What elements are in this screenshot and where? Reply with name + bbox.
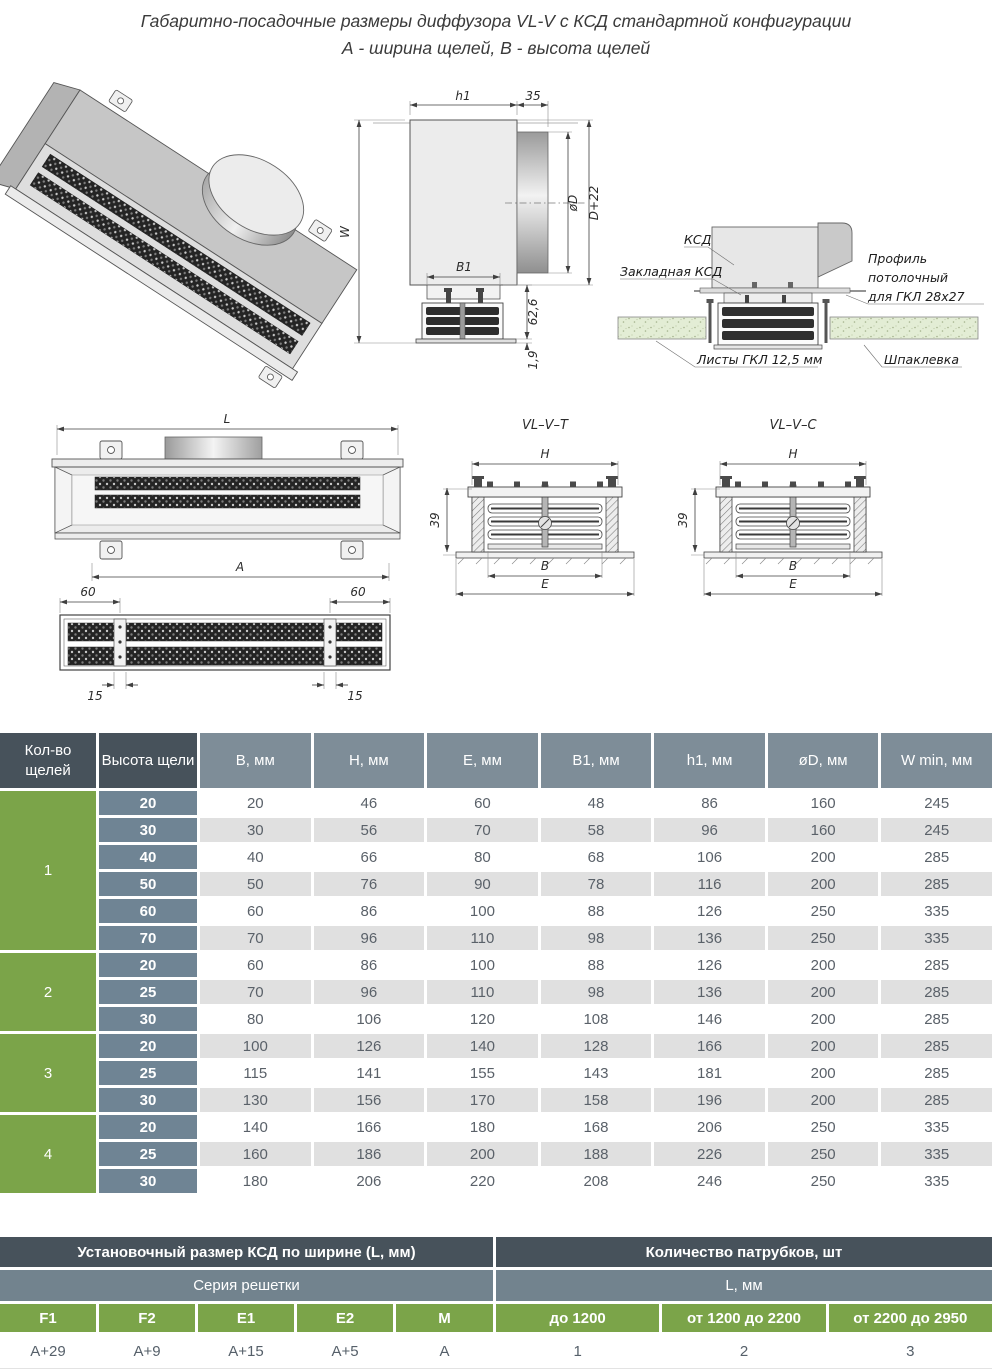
dimension-cell: 250 <box>768 926 879 950</box>
label-profil-3: для ГКЛ 28х27 <box>868 289 965 304</box>
dimension-cell: 226 <box>654 1142 765 1166</box>
dim-label-15-left: 15 <box>87 689 103 703</box>
dimension-cell: 68 <box>541 845 652 869</box>
series-column-header: M <box>396 1304 493 1332</box>
dimension-cell: 285 <box>881 845 992 869</box>
column-header: W min, мм <box>881 733 992 788</box>
column-header: h1, мм <box>654 733 765 788</box>
dimension-cell: 96 <box>314 926 425 950</box>
dimension-cell: 285 <box>881 1061 992 1085</box>
series-column-header: F1 <box>0 1304 96 1332</box>
dimension-cell: 186 <box>314 1142 425 1166</box>
install-size-header: Установочный размер КСД по ширине (L, мм) <box>0 1237 493 1267</box>
dim-label-A: A <box>235 560 245 574</box>
dim-label-h1: h1 <box>455 89 471 103</box>
dimension-cell: 60 <box>200 899 311 923</box>
series-column-header: F2 <box>99 1304 195 1332</box>
dimension-cell: 208 <box>541 1169 652 1193</box>
column-header: H, мм <box>314 733 425 788</box>
dimension-cell: 156 <box>314 1088 425 1112</box>
dimension-cell: 58 <box>541 818 652 842</box>
installation-table <box>0 1237 992 1369</box>
slot-count-cell: 2 <box>0 953 96 1031</box>
dimension-cell: 245 <box>881 818 992 842</box>
dim-label-W: W <box>338 226 352 238</box>
vlvt-dim-H: H <box>540 447 550 461</box>
dimension-cell: 250 <box>768 1142 879 1166</box>
dimension-cell: 335 <box>881 926 992 950</box>
slot-height-cell: 40 <box>99 845 197 869</box>
label-gkl-sheets: Листы ГКЛ 12,5 мм <box>697 352 823 367</box>
slot-height-cell: 30 <box>99 1007 197 1031</box>
dimension-cell: 181 <box>654 1061 765 1085</box>
dimension-cell: 115 <box>200 1061 311 1085</box>
dimension-cell: 70 <box>200 980 311 1004</box>
dimension-cell: 50 <box>200 872 311 896</box>
dimension-cell: 106 <box>314 1007 425 1031</box>
dimension-cell: 106 <box>654 845 765 869</box>
dimension-cell: 285 <box>881 980 992 1004</box>
vlvt-title: VL–V–T <box>522 418 568 433</box>
dimension-cell: 143 <box>541 1061 652 1085</box>
dimension-cell: 88 <box>541 953 652 977</box>
series-value: A+29 <box>0 1335 96 1368</box>
dimension-cell: 180 <box>200 1169 311 1193</box>
dimension-cell: 335 <box>881 1115 992 1139</box>
dimension-cell: 100 <box>200 1034 311 1058</box>
column-header: B1, мм <box>541 733 652 788</box>
dimension-cell: 96 <box>654 818 765 842</box>
dimension-cell: 180 <box>427 1115 538 1139</box>
dim-label-B1: B1 <box>456 260 472 274</box>
dimension-cell: 136 <box>654 926 765 950</box>
dimension-cell: 246 <box>654 1169 765 1193</box>
dimension-cell: 86 <box>314 953 425 977</box>
dimension-cell: 130 <box>200 1088 311 1112</box>
slot-height-cell: 70 <box>99 926 197 950</box>
dimension-cell: 56 <box>314 818 425 842</box>
dimension-cell: 120 <box>427 1007 538 1031</box>
dimension-cell: 100 <box>427 899 538 923</box>
dimension-cell: 140 <box>200 1115 311 1139</box>
dimension-cell: 166 <box>654 1034 765 1058</box>
pipe-count-header: Количество патрубков, шт <box>496 1237 992 1267</box>
slot-height-cell: 25 <box>99 1061 197 1085</box>
column-header: B, мм <box>200 733 311 788</box>
dimension-cell: 200 <box>427 1142 538 1166</box>
dimension-cell: 80 <box>427 845 538 869</box>
dim-label-60-right: 60 <box>350 585 366 599</box>
pipe-count-value: 1 <box>496 1335 659 1368</box>
dimension-cell: 60 <box>427 791 538 815</box>
vlvc-section <box>676 418 882 596</box>
dimension-cell: 188 <box>541 1142 652 1166</box>
vlvc-dim-H: H <box>788 447 798 461</box>
dimension-cell: 285 <box>881 1007 992 1031</box>
dimension-cell: 250 <box>768 1169 879 1193</box>
series-value: A <box>396 1335 493 1368</box>
ceiling-mount-section <box>618 223 984 367</box>
length-range-header: от 1200 до 2200 <box>662 1304 825 1332</box>
slot-height-cell: 60 <box>99 899 197 923</box>
label-profil-2: потолочный <box>868 270 948 285</box>
dimension-cell: 76 <box>314 872 425 896</box>
dimension-cell: 200 <box>768 1061 879 1085</box>
dimension-cell: 80 <box>200 1007 311 1031</box>
dimension-cell: 200 <box>768 872 879 896</box>
series-value: A+5 <box>297 1335 393 1368</box>
vlvc-dim-39: 39 <box>676 512 690 528</box>
front-view <box>52 412 403 581</box>
column-header: Кол-во щелей <box>0 733 96 788</box>
slot-height-cell: 50 <box>99 872 197 896</box>
dimension-cell: 70 <box>427 818 538 842</box>
dimension-cell: 78 <box>541 872 652 896</box>
dimension-cell: 86 <box>654 791 765 815</box>
dimension-cell: 250 <box>768 1115 879 1139</box>
dimension-cell: 66 <box>314 845 425 869</box>
label-ksd: КСД <box>684 232 712 247</box>
dim-label-60-left: 60 <box>80 585 96 599</box>
dimension-cell: 285 <box>881 1034 992 1058</box>
pipe-count-value: 2 <box>662 1335 825 1368</box>
technical-drawings <box>0 55 992 715</box>
dimension-cell: 100 <box>427 953 538 977</box>
dim-label-626: 62,6 <box>526 298 540 326</box>
dimension-cell: 250 <box>768 899 879 923</box>
dimension-cell: 141 <box>314 1061 425 1085</box>
dimension-cell: 140 <box>427 1034 538 1058</box>
pipe-count-value: 3 <box>829 1335 992 1368</box>
dimension-cell: 158 <box>541 1088 652 1112</box>
page-subtitle: А - ширина щелей, В - высота щелей <box>341 38 651 59</box>
dimension-cell: 48 <box>541 791 652 815</box>
dimension-cell: 126 <box>314 1034 425 1058</box>
series-column-header: E1 <box>198 1304 294 1332</box>
dimension-cell: 40 <box>200 845 311 869</box>
dimension-cell: 285 <box>881 872 992 896</box>
dimension-cell: 110 <box>427 926 538 950</box>
dimension-cell: 96 <box>314 980 425 1004</box>
dimension-cell: 335 <box>881 1169 992 1193</box>
dim-label-L: L <box>223 412 231 426</box>
dim-label-19: 1,9 <box>526 350 540 370</box>
length-range-header: до 1200 <box>496 1304 659 1332</box>
dimension-cell: 335 <box>881 1142 992 1166</box>
slot-count-cell: 1 <box>0 791 96 950</box>
vlvc-dim-E: E <box>789 577 797 591</box>
slot-height-cell: 30 <box>99 1169 197 1193</box>
slot-height-cell: 20 <box>99 953 197 977</box>
dimension-cell: 20 <box>200 791 311 815</box>
label-shpaklevka: Шпаклевка <box>884 352 960 367</box>
dimension-cell: 136 <box>654 980 765 1004</box>
gkl-panel-right <box>830 317 978 339</box>
dimension-cell: 200 <box>768 1034 879 1058</box>
dimension-cell: 88 <box>541 899 652 923</box>
dimension-cell: 245 <box>881 791 992 815</box>
dimension-cell: 30 <box>200 818 311 842</box>
dimension-cell: 166 <box>314 1115 425 1139</box>
dimension-cell: 335 <box>881 899 992 923</box>
dim-label-oD: øD <box>566 194 580 212</box>
series-column-header: E2 <box>297 1304 393 1332</box>
dimension-cell: 108 <box>541 1007 652 1031</box>
dimension-cell: 196 <box>654 1088 765 1112</box>
series-subheader: Серия решетки <box>0 1270 493 1301</box>
dimension-cell: 200 <box>768 845 879 869</box>
label-zakladnaya-ksd: Закладная КСД <box>620 264 723 279</box>
dimension-cell: 160 <box>200 1142 311 1166</box>
page-title: Габаритно-посадочные размеры диффузора VL-V с КСД стандартной конфигурации <box>140 11 852 31</box>
vlvt-dim-E: E <box>541 577 549 591</box>
dimension-cell: 70 <box>200 926 311 950</box>
dimension-cell: 155 <box>427 1061 538 1085</box>
dimension-cell: 128 <box>541 1034 652 1058</box>
isometric-view <box>0 55 385 394</box>
column-header: Высота щели <box>99 733 197 788</box>
dimension-cell: 206 <box>314 1169 425 1193</box>
vlvc-dim-B: B <box>788 559 798 573</box>
slot-count-cell: 3 <box>0 1034 96 1112</box>
column-header: E, мм <box>427 733 538 788</box>
column-header: øD, мм <box>768 733 879 788</box>
dimension-cell: 220 <box>427 1169 538 1193</box>
dimension-cell: 90 <box>427 872 538 896</box>
label-profil-1: Профиль <box>868 251 928 266</box>
slot-height-cell: 25 <box>99 1142 197 1166</box>
dimension-cell: 116 <box>654 872 765 896</box>
section-view <box>338 89 601 370</box>
dimension-cell: 285 <box>881 953 992 977</box>
length-subheader: L, мм <box>496 1270 992 1301</box>
dimension-cell: 126 <box>654 899 765 923</box>
dimension-cell: 206 <box>654 1115 765 1139</box>
dimension-cell: 160 <box>768 818 879 842</box>
dimension-cell: 146 <box>654 1007 765 1031</box>
slot-height-cell: 25 <box>99 980 197 1004</box>
gkl-panel-left <box>618 317 706 339</box>
vlvt-dim-B: B <box>540 559 550 573</box>
dimension-cell: 200 <box>768 1088 879 1112</box>
dimension-cell: 60 <box>200 953 311 977</box>
vlvc-title: VL–V–C <box>769 418 817 433</box>
dimension-cell: 170 <box>427 1088 538 1112</box>
bottom-view <box>60 585 390 703</box>
series-value: A+9 <box>99 1335 195 1368</box>
dimension-cell: 110 <box>427 980 538 1004</box>
vlvt-section <box>428 418 634 596</box>
dim-label-35: 35 <box>525 89 541 103</box>
dimension-cell: 200 <box>768 1007 879 1031</box>
slot-height-cell: 30 <box>99 1088 197 1112</box>
dim-label-D22: D+22 <box>587 185 601 221</box>
dim-label-15-right: 15 <box>347 689 363 703</box>
dimensions-table <box>0 733 992 1193</box>
dimension-cell: 200 <box>768 953 879 977</box>
dimension-cell: 46 <box>314 791 425 815</box>
slot-height-cell: 20 <box>99 1115 197 1139</box>
dimension-cell: 86 <box>314 899 425 923</box>
dimension-cell: 200 <box>768 980 879 1004</box>
dimension-cell: 160 <box>768 791 879 815</box>
vlvt-dim-39: 39 <box>428 512 442 528</box>
dimension-cell: 126 <box>654 953 765 977</box>
slot-height-cell: 20 <box>99 791 197 815</box>
length-range-header: от 2200 до 2950 <box>829 1304 992 1332</box>
dimension-cell: 98 <box>541 926 652 950</box>
series-value: A+15 <box>198 1335 294 1368</box>
dimension-cell: 98 <box>541 980 652 1004</box>
dimension-cell: 285 <box>881 1088 992 1112</box>
slot-height-cell: 20 <box>99 1034 197 1058</box>
dimension-cell: 168 <box>541 1115 652 1139</box>
slot-height-cell: 30 <box>99 818 197 842</box>
slot-count-cell: 4 <box>0 1115 96 1193</box>
